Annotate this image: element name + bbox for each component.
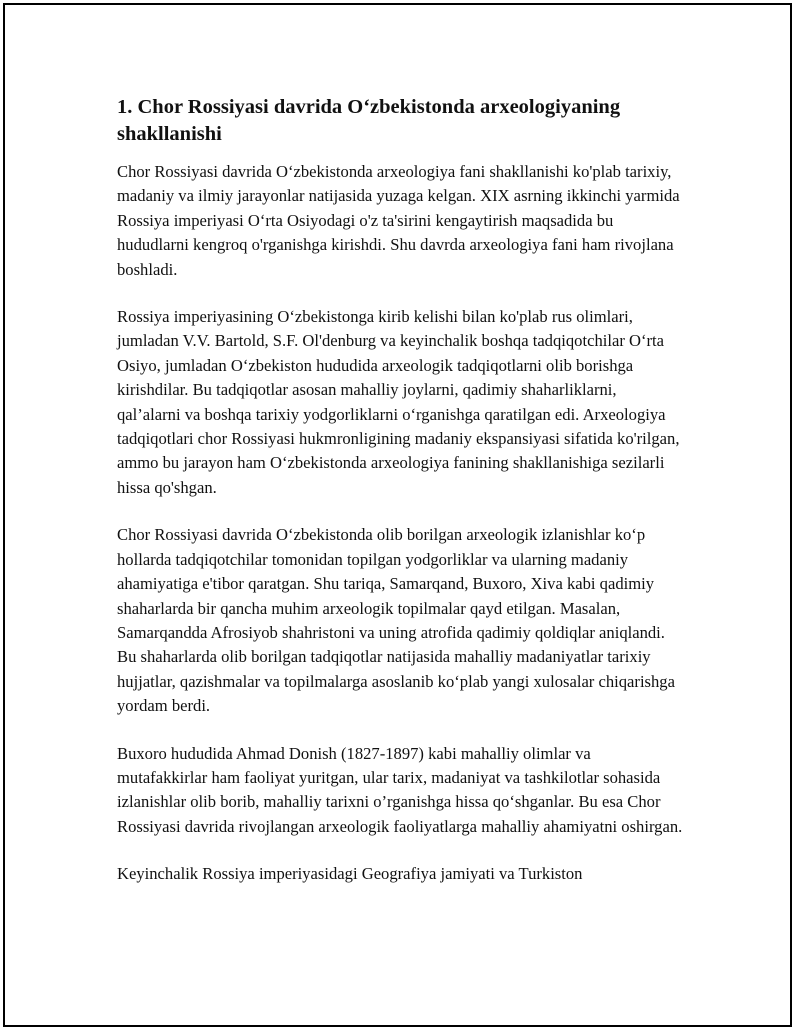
paragraph-4: Buxoro hududida Ahmad Donish (1827-1897) kabi mahalliy olimlar va mutafakkirlar ham faoliyat yuritgan, ular tarix, madaniyat va tashkilotlar sohasida izlanishlar olib borib, mahalliy tarixni o’rganishga hissa qo‘shganlar. Bu esa Chor Rossiyasi davrida rivojlangan arxeologik faoliyatlarga mahalliy ahamiyatni oshirgan. — [117, 743, 683, 836]
paragraph-5: Keyinchalik Rossiya imperiyasidagi Geografiya jamiyati va Turkiston — [117, 864, 583, 884]
document-body — [117, 94, 683, 910]
paragraph-2: Rossiya imperiyasining O‘zbekistonga kirib kelishi bilan ko'plab rus olimlari, jumladan V.V. Bartold, S.F. Ol'denburg va keyinchalik boshqa tadqiqotchilar O‘rta Osiyo, jumladan O‘zbekiston hududida arxeologik tadqiqotlarni olib borishga kirishdilar. Bu tadqiqotlar asosan mahalliy joylarni, qadimiy shaharliklarni, qal’alarni va boshqa tarixiy yodgorliklarni o‘rganishga qaratilgan edi. Arxeologiya tadqiqotlari chor Rossiyasi hukmronligining madaniy ekspansiyasi sifatida ko'rilgan, ammo bu jarayon ham O‘zbekistonda arxeologiya fanining shakllanishiga sezilarli hissa qo'shgan. — [117, 307, 680, 497]
paragraph-3: Chor Rossiyasi davrida O‘zbekistonda olib borilgan arxeologik izlanishlar ko‘p hollarda tadqiqotchilar tomonidan topilgan yodgorliklar va ularning madaniy ahamiyatiga e'tibor qaratgan. Shu tariqa, Samarqand, Buxoro, Xiva kabi qadimiy shaharlarda bir qancha muhim arxeologik topilmalar qayd etilgan. Masalan, Samarqandda Afrosiyob shahristoni va uning atrofida qadimiy qoldiqlar aniqlandi. Bu shaharlarda olib borilgan tadqiqotlar natijasida mahalliy madaniyatlar tarixiy hujjatlar, qazishmalar va topilmalarga asoslanib ko‘plab yangi xulosalar chiqarishga yordam berdi. — [117, 525, 675, 716]
section-heading: 1. Chor Rossiyasi davrida O‘zbekistonda arxeologiyaning shakllanishi — [117, 96, 621, 145]
paragraph-1: Chor Rossiyasi davrida O‘zbekistonda arxeologiya fani shakllanishi ko'plab tarixiy, madaniy va ilmiy jarayonlar natijasida yuzaga kelgan. XIX asrning ikkinchi yarmida Rossiya imperiyasi O‘rta Osiyodagi o'z ta'sirini kengaytirish maqsadida bu hududlarni kengroq o'rganishga kirishdi. Shu davrda arxeologiya fani ham rivojlana boshladi. — [117, 162, 680, 279]
